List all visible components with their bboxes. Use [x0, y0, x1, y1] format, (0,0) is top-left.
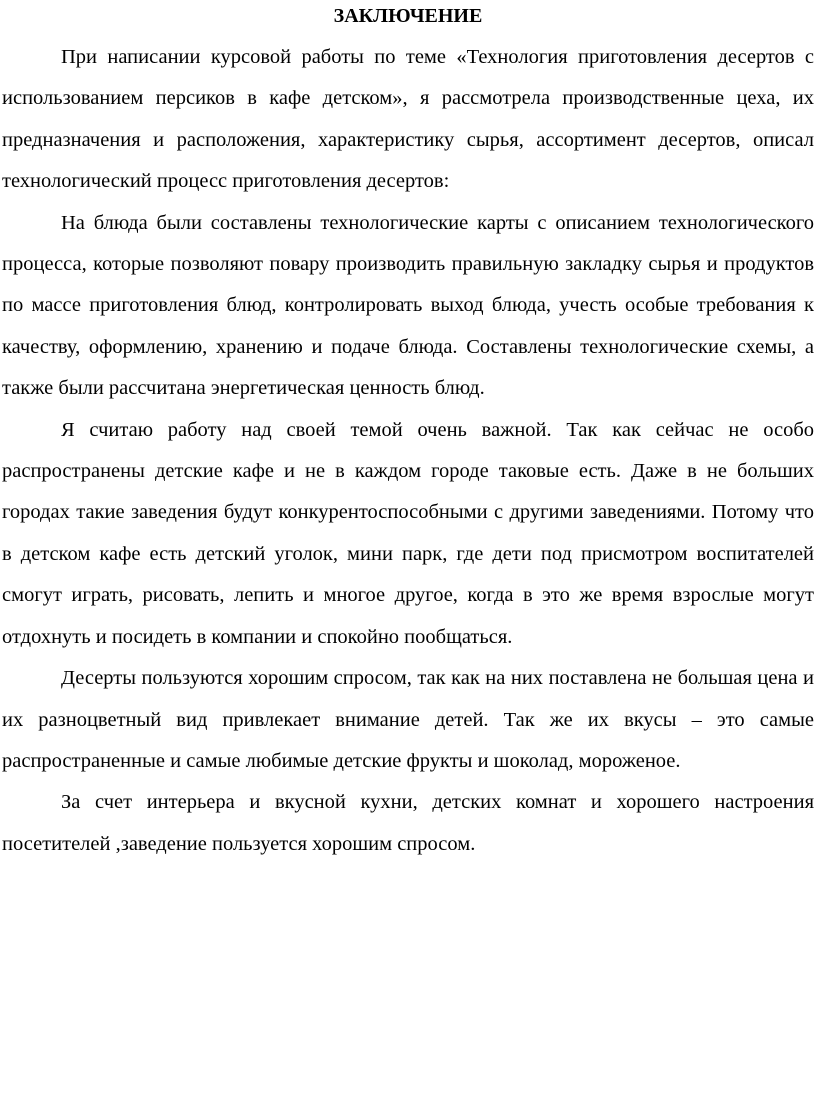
- paragraph-3: Я считаю работу над своей темой очень важной. Так как сейчас не особо распространены детские кафе и не в каждом городе таковые есть. Даже в не больших городах такие заведения будут конкурентоспособными с другими заведениями. Потому что в детском кафе есть детский уголок, мини парк, где дети под присмотром воспитателей смогут играть, рисовать, лепить и многое другое, когда в это же время взрослые могут отдохнуть и посидеть в компании и спокойно пообщаться.: [2, 418, 814, 648]
- paragraph-1: При написании курсовой работы по теме «Технология приготовления десертов с использованием персиков в кафе детском», я рассмотрела производственные цеха, их предназначения и расположения, характеристику сырья, ассортимент десертов, описал технологический процесс приготовления десертов:: [2, 46, 814, 193]
- paragraph-4: Десерты пользуются хорошим спросом, так как на них поставлена не большая цена и их разноцветный вид привлекает внимание детей. Так же их вкусы – это самые распространенные и самые любимые детские фрукты и шоколад, мороженое.: [2, 667, 814, 772]
- document-title: ЗАКЛЮЧЕНИЕ: [333, 5, 483, 27]
- paragraph-2: На блюда были составлены технологические карты с описанием технологического процесса, которые позволяют повару производить правильную закладку сырья и продуктов по массе приготовления блюд, контролировать выход блюда, учесть особые требования к качеству, оформлению, хранению и подаче блюда. Составлены технологические схемы, а также были рассчитана энергетическая ценность блюд.: [2, 211, 814, 400]
- paragraph-5: За счет интерьера и вкусной кухни, детских комнат и хорошего настроения посетителей ,заведение пользуется хорошим спросом.: [2, 791, 814, 855]
